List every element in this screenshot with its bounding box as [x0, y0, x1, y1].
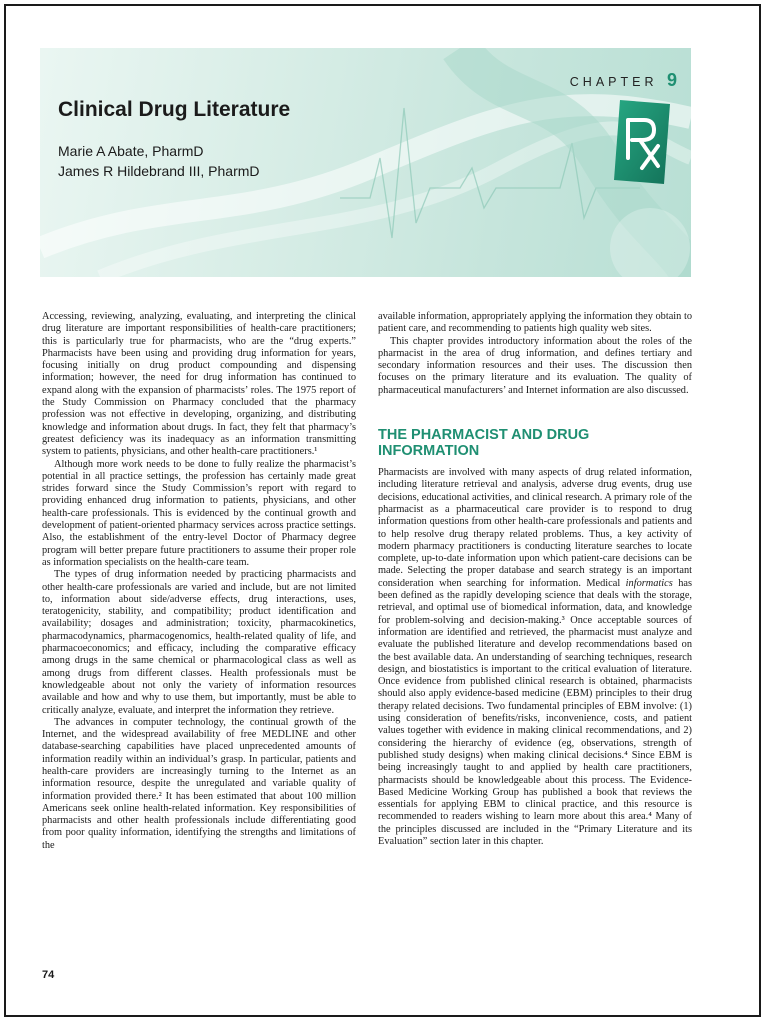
- body-paragraph: Although more work needs to be done to fully realize the pharmacist’s potential in all practice settings, the profession has certainly made great strides forward since the Study Commission’s report with regard to providing enhanced drug information to patients, physicians, and other health-care professionals. This is evidenced by the continual growth and development of patient-oriented pharmacy services across practice settings. Also, the establishment of the entry-level Doctor of Pharmacy degree program will better prepare future practitioners to assume their proper role as information specialists on the health-care team.: [42, 458, 356, 568]
- chapter-title: Clinical Drug Literature: [58, 98, 291, 121]
- body-paragraph: This chapter provides introductory information about the roles of the pharmacist in the area of drug information, and defines tertiary and secondary information resources and their uses. The discussion then focuses on the primary literature and its evaluation. The quality of pharmaceutical manufacturers’ and Internet information are also discussed.: [378, 335, 692, 396]
- chapter-banner: [40, 48, 691, 277]
- italic-term: informatics: [625, 577, 673, 589]
- rx-prescription-icon: [614, 100, 670, 184]
- author-name: James R Hildebrand III, PharmD: [58, 163, 260, 179]
- body-paragraph: The advances in computer technology, the continual growth of the Internet, and the widespread availability of free MEDLINE and other database-searching capabilities have placed unprecedented amounts of information readily within an individual’s grasp. In particular, patients and health-care providers are increasingly turning to the Internet as an information resource, despite the unregulated and variable quality of information provided there.² It has been estimated that about 100 million Americans seek online health-related information. Key responsibilities of pharmacists and other health professionals include differentiating good from poor quality information, identifying the strengths and limitations of the: [42, 716, 356, 851]
- body-paragraph: available information, appropriately applying the information they obtain to patient care, and recommending to patients high quality web sites.: [378, 311, 692, 335]
- right-column: [378, 311, 692, 848]
- chapter-number: 9: [666, 70, 677, 90]
- body-paragraph: [378, 467, 692, 848]
- author-name: Marie A Abate, PharmD: [58, 143, 204, 159]
- left-column: [42, 311, 356, 852]
- page-number: 74: [42, 969, 55, 981]
- section-heading: THE PHARMACIST AND DRUG INFORMATION: [378, 427, 590, 460]
- body-paragraph: Accessing, reviewing, analyzing, evaluating, and interpreting the clinical drug literature are important responsibilities of health-care practitioners; this is particularly true for pharmacists, who are the “drug experts.” Pharmacists have been using and providing drug information for years, focusing initially on drug product compounding and dispensing information; however, the need for drug information has continued to expand along with the expansion of pharmacists’ roles. The 1975 report of the Study Commission on Pharmacy concluded that the pharmacy profession was not effective in developing, organizing, and distributing knowledge and information about drugs. In fact, they felt that pharmacy’s greatest deficiency was its inadequacy as an information transmitting system to patients, physicians, and other health-care practitioners.¹: [42, 311, 356, 458]
- chapter-label-text: CHAPTER: [569, 75, 658, 89]
- paragraph-text: Pharmacists are involved with many aspects of drug related information, including literature retrieval and analysis, adverse drug events, drug use decisions, educational activities, and clinical research. A primary role of the pharmacist as a pharmaceutical care provider is to respond to drug information questions from other health-care professionals and patients and to help resolve drug therapy related problems. Thus, a key activity of modern pharmacy practitioners is conducting literature searches to locate complete, up-to-date information upon which patient-care decisions can be made. Selecting the proper database and search strategy is an important consideration when searching for information. Medical: [378, 467, 692, 589]
- page: [4, 4, 761, 1017]
- chapter-label: [570, 70, 677, 91]
- paragraph-text: has been defined as the rapidly developing science that deals with the storage, retrieval, and optimal use of biomedical information, data, and knowledge for problem-solving and decision-making.³ Once acceptable sources of information are identified and retrieved, the pharmacist must analyze and evaluate the published literature and develop recommendations based on the best available data. An understanding of searching techniques, research design, and biostatistics is important to the critical evaluation of literature. Once evidence from published clinical research is obtained, pharmacists should also apply evidence-based medicine (EBM) principles to their drug therapy related decisions. Two fundamental principles of EBM involve: (1) using consideration of benefits/risks, inconvenience, costs, and patient values together with evidence in making clinical recommendations, and 2) considering the hierarchy of evidence (eg, observations, strength of published study designs) when making clinical decisions.⁴ Since EBM is being increasingly taught to and applied by health care practitioners, pharmacists should be knowledgeable about this process. The Evidence-Based Medicine Working Group has published a book that reviews the essentials for applying EBM to clinical practice, and this resource is recommended to readers wishing to learn more about this area.⁴ Many of the principles discussed are included in the “Primary Literature and its Evaluation” section later in this chapter.: [378, 577, 693, 847]
- body-paragraph: The types of drug information needed by practicing pharmacists and other health-care professionals are varied and include, but are not limited to, information about side/adverse effects, drug interactions, uses, teratogenicity, stability, and compatibility; product identification and availability; dosages and administration; toxicity, pharmacokinetics, pharmacodynamics, pharmacogenomics, health-related quality of life, and pharmacoeconomics; and efficacy, including the comparative efficacy among drugs in the same chemical or pharmacological class as well as among drugs from different classes. Health professionals must be knowledgeable about not only the variety of information resources available and how and why to use them, but importantly, must be able to critically analyze, evaluate, and interpret the information they retrieve.: [42, 569, 356, 716]
